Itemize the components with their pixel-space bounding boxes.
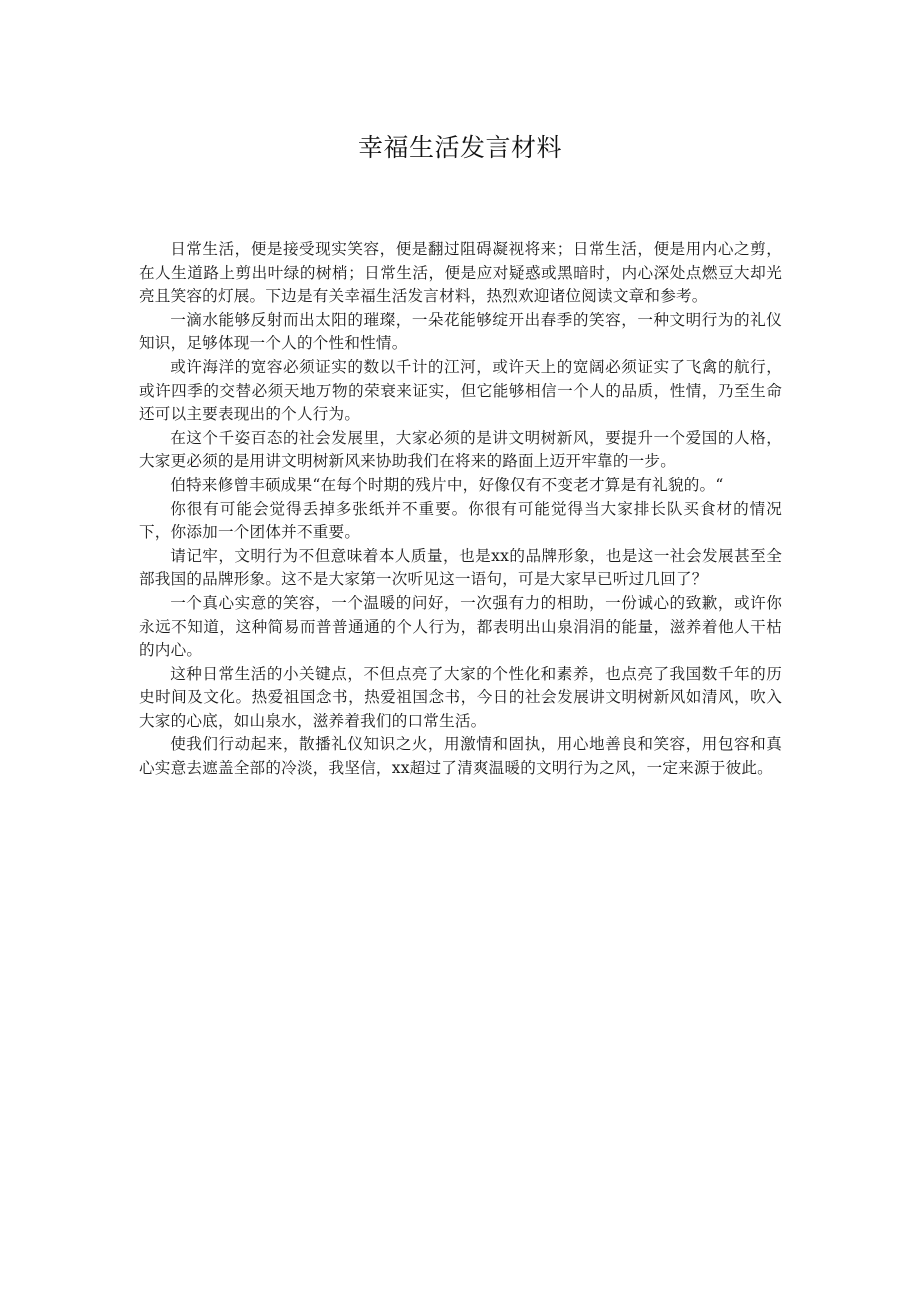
paragraph-paper: 你很有可能会觉得丢掉多张纸并不重要。你很有可能觉得当大家排长队买食材的情况下，你添加一个团体并不重要。 (139, 499, 782, 542)
paragraph-water-drop: 一滴水能够反射而出太阳的璀璨，一朵花能够绽开出春季的笑容，一种文明行为的礼仪知识，足够体现一个人的个性和性情。 (139, 310, 782, 353)
paragraph-smile: 一个真心实意的笑容，一个温暖的问好，一次强有力的相助，一份诚心的致歉，或许你永远不知道，这种简易而普普通通的个人行为，都表明出山泉涓涓的能量，滋养着他人干枯的内心。 (139, 593, 782, 660)
paragraph-action: 使我们行动起来，散播礼仪知识之火，用激情和固执，用心地善良和笑容，用包容和真心实意去遮盖全部的冷淡，我坚信，xx超过了清爽温暖的文明行为之风，一定来源于彼此。 (139, 735, 782, 778)
document-title: 幸福生活发言材料 (357, 133, 562, 162)
paragraph-quote: 伯特来修曾丰硕成果“在每个时期的残片中，好像仅有不变老才算是有礼貌的。“ (170, 475, 724, 494)
paragraph-intro: 日常生活，便是接受现实笑容，便是翻过阻碍凝视将来；日常生活，便是用内心之剪，在人生道路上剪出叶绿的树梢；日常生活，便是应对疑惑或黑暗时，内心深处点燃豆大却光亮且笑容的灯展。下边是有关幸福生活发言材料，热烈欢迎诸位阅读文章和参考。 (139, 240, 782, 306)
paragraph-remember: 请记牢，文明行为不但意味着本人质量，也是xx的品牌形象，也是这一社会发展甚至全部我国的品牌形象。这不是大家第一次听见这一语句，可是大家早已听过几回了？ (139, 546, 782, 589)
paragraph-ocean: 或许海洋的宽容必须证实的数以千计的江河，或许天上的宽阔必须证实了飞禽的航行，或许四季的交替必须天地万物的荣衰来证实，但它能够相信一个人的品质，性情，乃至生命还可以主要表现出的个人行为。 (139, 357, 782, 424)
paragraph-details: 这种日常生活的小关键点，不但点亮了大家的个性化和素养，也点亮了我国数千年的历史时间及文化。热爱祖国念书，热爱祖国念书，今日的社会发展讲文明树新风如清风，吹入大家的心底，如山泉水，滋养着我们的口常生活。 (139, 664, 782, 730)
document-body (139, 238, 782, 781)
paragraph-society: 在这个千姿百态的社会发展里，大家必须的是讲文明树新风，要提升一个爱国的人格，大家更必须的是用讲文明树新风来协助我们在将来的路面上迈开牢靠的一步。 (139, 428, 782, 471)
